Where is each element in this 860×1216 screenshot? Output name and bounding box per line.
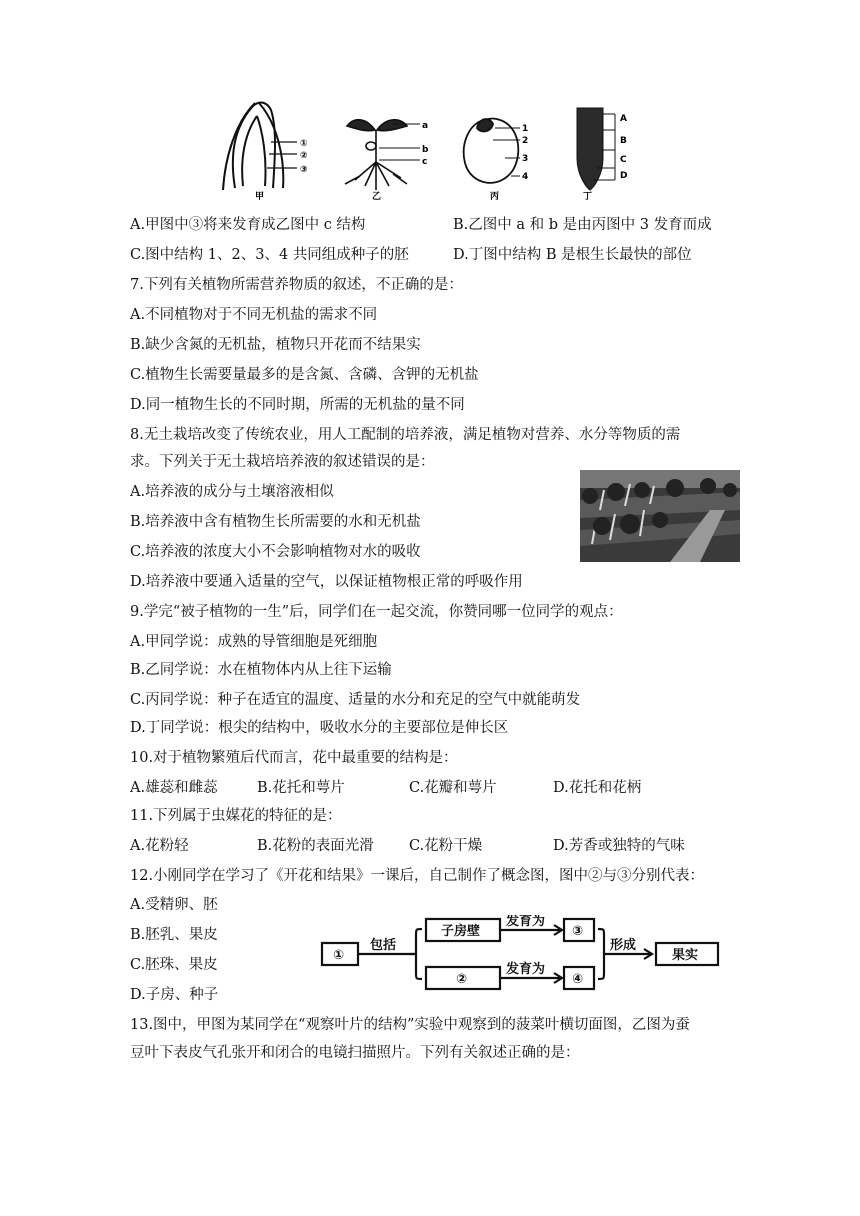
q12-option-a: A.受精卵、胚 [130, 897, 218, 913]
yi-label: 乙 [372, 192, 382, 200]
q8-option-d: D.培养液中要通入适量的空气，以保证植物根正常的呼吸作用 [130, 574, 523, 590]
q13-stem-line2: 豆叶下表皮气孔张开和闭合的电镜扫描照片。下列有关叙述正确的是： [130, 1045, 580, 1061]
seed-root-figure [215, 98, 650, 200]
q10-option-d: D.花托和花柄 [553, 780, 642, 796]
ovary-wall-label: 子房壁 [441, 924, 481, 939]
q9-stem: 9.学完“被子植物的一生”后，同学们在一起交流，你赞同哪一位同学的观点： [130, 604, 623, 620]
figure-ding [577, 108, 615, 190]
box-1-label: ① [333, 948, 345, 963]
q11-option-a: A.花粉轻 [130, 838, 189, 854]
bing-part-4: 4 [522, 172, 529, 182]
q8-stem-line2: 求。下列关于无土栽培培养液的叙述错误的是： [130, 454, 435, 470]
ding-part-c: C [620, 155, 627, 165]
q8-option-c: C.培养液的浓度大小不会影响植物对水的吸收 [130, 544, 421, 560]
box-4-label: ④ [572, 972, 584, 987]
q12-option-c: C.胚珠、果皮 [130, 957, 218, 973]
q10-option-c: C.花瓣和萼片 [409, 780, 497, 796]
q12-option-d: D.子房、种子 [130, 987, 219, 1003]
yi-part-b: b [422, 145, 429, 155]
box-2-label: ② [456, 972, 468, 987]
ding-part-b: B [620, 136, 627, 146]
q11-stem: 11.下列属于虫媒花的特征的是： [130, 808, 342, 824]
q7-option-c: C.植物生长需要量最多的是含氮、含磷、含钾的无机盐 [130, 367, 479, 383]
q13-stem-line1: 13.图中，甲图为某同学在“观察叶片的结构”实验中观察到的菠菜叶横切面图，乙图为蚕 [130, 1017, 690, 1033]
jia-part-1: ① [300, 139, 308, 149]
fruit-label: 果实 [672, 948, 699, 963]
q7-stem: 7.下列有关植物所需营养物质的叙述，不正确的是： [130, 277, 463, 293]
q10-option-a: A.雄蕊和雌蕊 [130, 780, 218, 796]
concept-map [318, 915, 738, 995]
q12-option-b: B.胚乳、果皮 [130, 927, 218, 943]
q12-stem: 12.小刚同学在学习了《开花和结果》一课后，自己制作了概念图，图中②与③分别代表： [130, 868, 705, 884]
q10-option-b: B.花托和萼片 [257, 780, 345, 796]
jia-label: 甲 [255, 192, 265, 200]
q11-option-b: B.花粉的表面光滑 [257, 838, 374, 854]
q6-option-c: C.图中结构 1、2、3、4 共同组成种子的胚 [130, 247, 409, 263]
jia-part-2: ② [300, 151, 308, 161]
q8-stem-line1: 8.无土栽培改变了传统农业，用人工配制的培养液，满足植物对营养、水分等物质的需 [130, 427, 681, 443]
figure-bing [464, 119, 520, 183]
ding-part-a: A [620, 114, 627, 124]
figure-yi [345, 120, 420, 190]
q9-option-b: B.乙同学说：水在植物体内从上往下运输 [130, 662, 392, 678]
q10-stem: 10.对于植物繁殖后代而言，花中最重要的结构是： [130, 750, 458, 766]
bing-part-2: 2 [522, 136, 529, 146]
q6-option-d: D.丁图中结构 B 是根生长最快的部位 [453, 247, 692, 263]
q7-option-d: D.同一植物生长的不同时期，所需的无机盐的量不同 [130, 397, 465, 413]
q6-option-a: A.甲图中③将来发育成乙图中 c 结构 [130, 217, 366, 233]
ding-label: 丁 [583, 192, 593, 200]
yi-part-c: c [422, 157, 428, 167]
figure-jia [223, 103, 297, 190]
q7-option-b: B.缺少含氮的无机盐，植物只开花而不结果实 [130, 337, 421, 353]
q9-option-a: A.甲同学说：成熟的导管细胞是死细胞 [130, 634, 378, 650]
develop-label-2: 发育为 [506, 962, 546, 977]
ding-part-d: D [620, 171, 628, 181]
q6-option-b: B.乙图中 a 和 b 是由丙图中 3 发育而成 [453, 217, 712, 233]
include-label: 包括 [370, 938, 397, 953]
develop-label-1: 发育为 [506, 915, 546, 929]
bing-label: 丙 [490, 192, 500, 200]
yi-part-a: a [422, 121, 429, 131]
soilless-cultivation-photo [580, 470, 740, 562]
bing-part-1: 1 [522, 124, 529, 134]
form-label: 形成 [610, 938, 637, 953]
q8-option-a: A.培养液的成分与土壤溶液相似 [130, 484, 334, 500]
bing-part-3: 3 [522, 154, 529, 164]
jia-part-3: ③ [300, 165, 308, 175]
q9-option-c: C.丙同学说：种子在适宜的温度、适量的水分和充足的空气中就能萌发 [130, 692, 581, 708]
q9-option-d: D.丁同学说：根尖的结构中，吸收水分的主要部位是伸长区 [130, 720, 509, 736]
q8-option-b: B.培养液中含有植物生长所需要的水和无机盐 [130, 514, 421, 530]
q11-option-c: C.花粉干燥 [409, 838, 483, 854]
q11-option-d: D.芳香或独特的气味 [553, 838, 685, 854]
box-3-label: ③ [572, 924, 584, 939]
q7-option-a: A.不同植物对于不同无机盐的需求不同 [130, 307, 378, 323]
